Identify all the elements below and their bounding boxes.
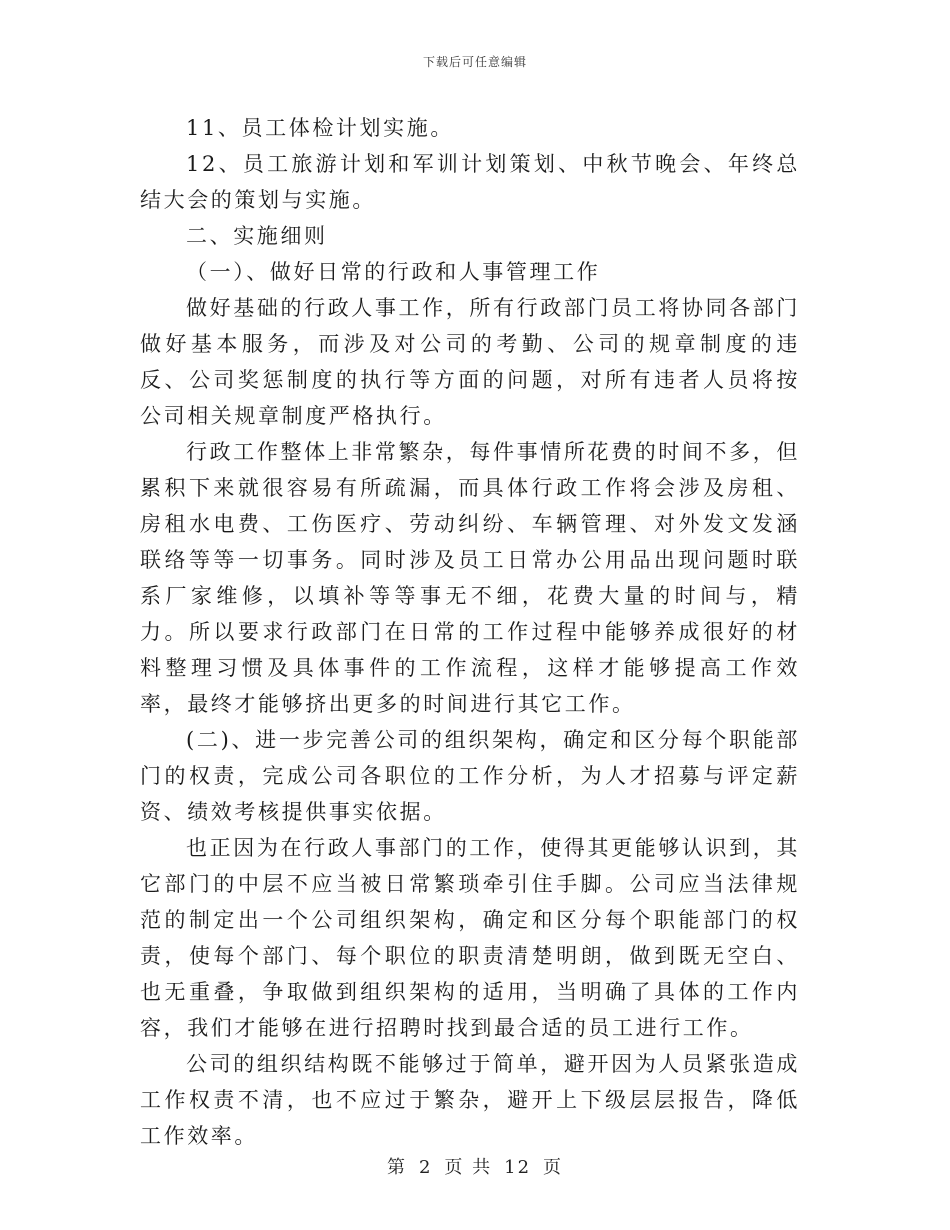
- page-label-suffix: 页: [543, 1157, 564, 1178]
- paragraph-item-12: 12、员工旅游计划和军训计划策划、中秋节晚会、年终总结大会的策划与实施。: [140, 152, 800, 212]
- page-number: 2: [418, 1157, 433, 1178]
- paragraph-basic-admin: 做好基础的行政人事工作，所有行政部门员工将协同各部门做好基本服务，而涉及对公司的考勤、公司的规章制度的违反、公司奖惩制度的执行等方面的问题，对所有违者人员将按公司相关规章制度严格执行。: [140, 296, 800, 428]
- paragraph-org-structure: 也正因为在行政人事部门的工作，使得其更能够认识到，其它部门的中层不应当被日常繁琐牵引住手脚。公司应当法律规范的制定出一个公司组织架构，确定和区分每个职能部门的权责，使每个部门、每个职位的职责清楚明朗，做到既无空白、也无重叠，争取做到组织架构的适用，当明确了具体的工作内容，我们才能够在进行招聘时找到最合适的员工进行工作。: [140, 836, 800, 1040]
- paragraph-admin-complexity: 行政工作整体上非常繁杂，每件事情所花费的时间不多，但累积下来就很容易有所疏漏，而具体行政工作将会涉及房租、房租水电费、工伤医疗、劳动纠纷、车辆管理、对外发文发涵联络等等一切事务。同时涉及员工日常办公用品出现问题时联系厂家维修，以填补等等事无不细，花费大量的时间与，精力。所以要求行政部门在日常的工作过程中能够养成很好的材料整理习惯及具体事件的工作流程，这样才能够提高工作效率，最终才能够挤出更多的时间进行其它工作。: [140, 440, 800, 716]
- page-label-mid: 页 共: [444, 1157, 493, 1178]
- total-pages: 12: [504, 1157, 532, 1178]
- document-body: [140, 110, 800, 1154]
- header-note: 下载后可任意编辑: [422, 55, 527, 69]
- paragraph-org-balance: 公司的组织结构既不能够过于简单，避开因为人员紧张造成工作权责不清，也不应过于繁杂，避开上下级层层报告，降低工作效率。: [140, 1052, 800, 1148]
- subsection-heading-1: （一）、做好日常的行政和人事管理工作: [186, 260, 601, 284]
- subsection-heading-2: (二)、进一步完善公司的组织架构，确定和区分每个职能部门的权责，完成公司各职位的工作分析，为人才招募与评定薪资、绩效考核提供事实依据。: [140, 728, 800, 824]
- page-footer: [0, 1153, 950, 1179]
- paragraph-item-11: 11、员工体检计划实施。: [186, 116, 454, 140]
- section-heading-implementation: 二、实施细则: [186, 224, 328, 248]
- page-label-prefix: 第: [386, 1157, 407, 1178]
